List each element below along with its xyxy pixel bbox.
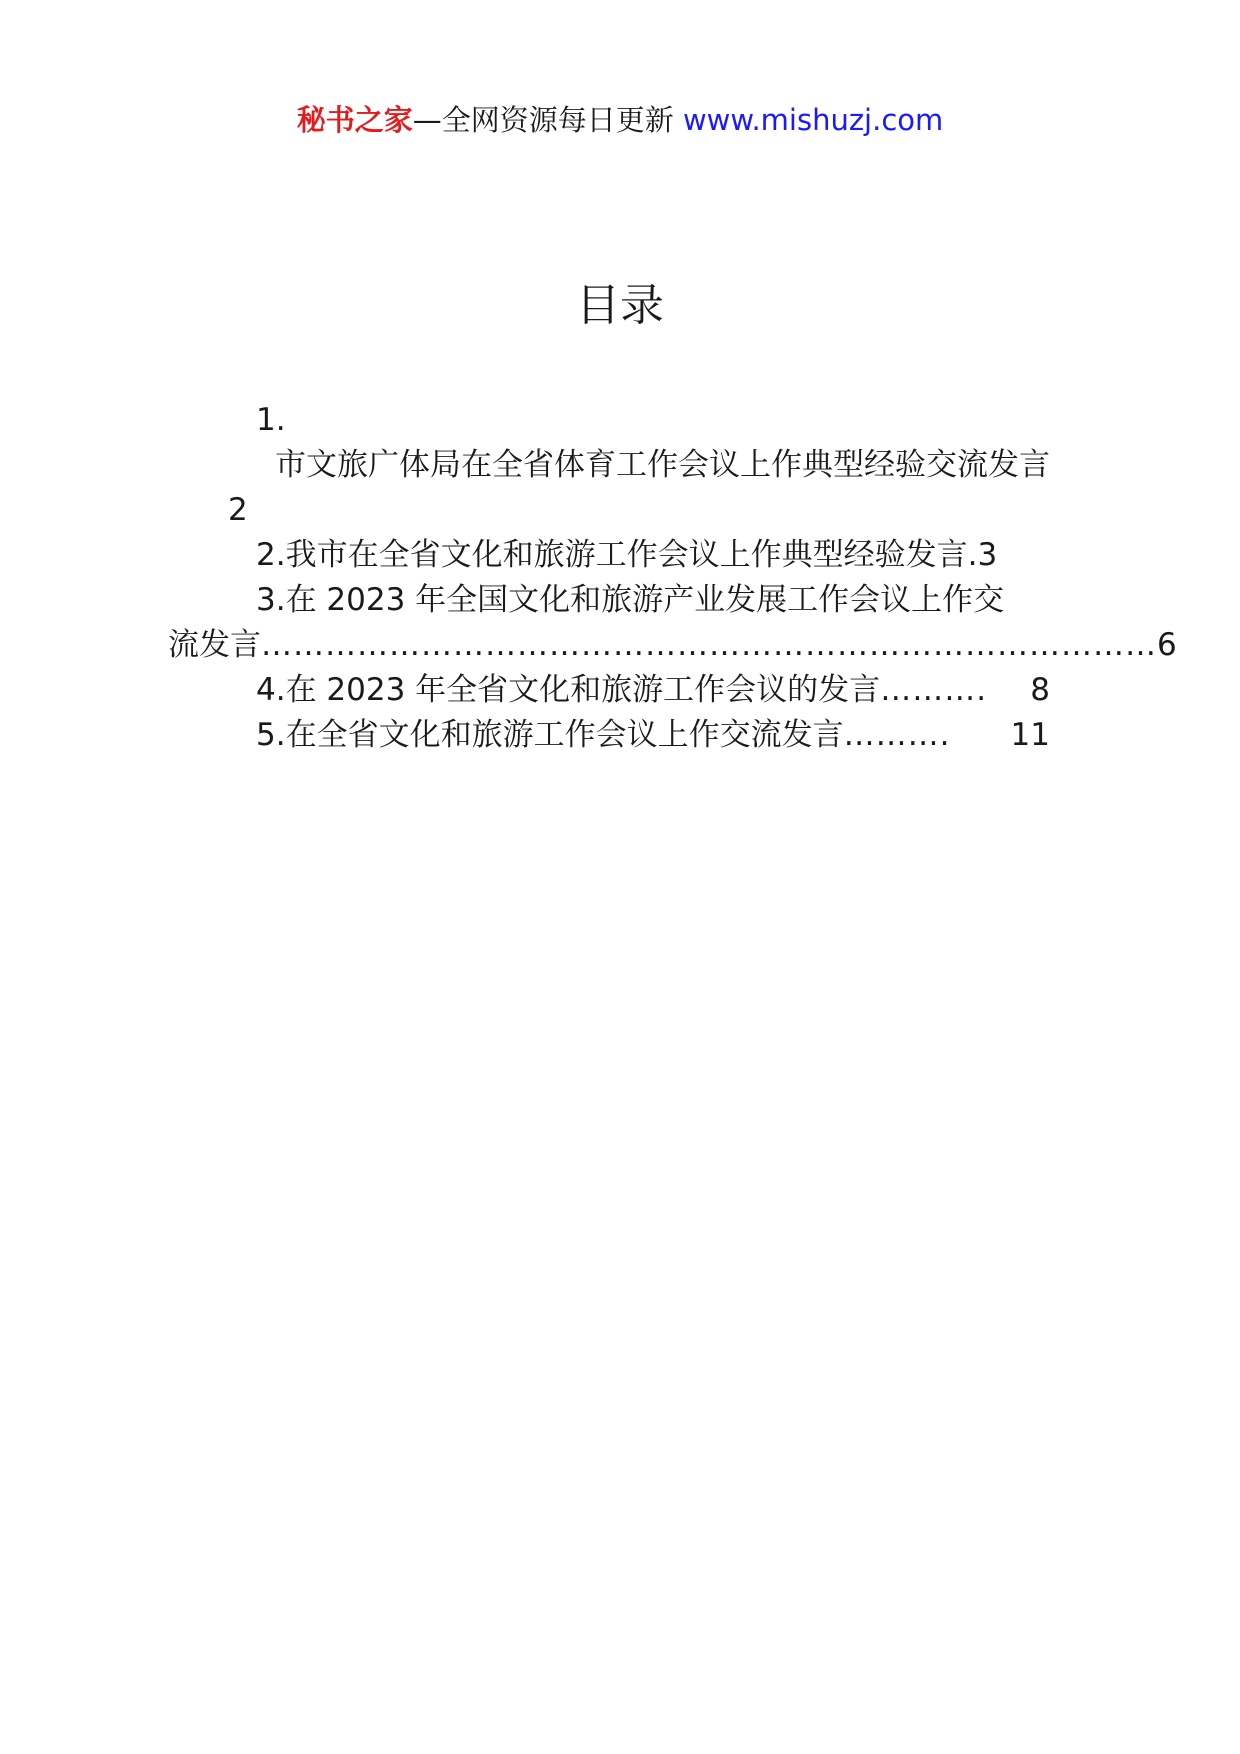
header-tagline: —全网资源每日更新 (412, 103, 674, 137)
toc-entry-1-page: 2 (228, 492, 248, 528)
toc-entry-3-text-line1: 3.在 2023 年全国文化和旅游产业发展工作会议上作交 (256, 582, 1005, 618)
toc-entry-3-page: 6 (1157, 627, 1177, 663)
toc-entry-2-text: 2.我市在全省文化和旅游工作会议上作典型经验发言 (256, 537, 968, 573)
toc-entry-4-leader: ………. (880, 672, 988, 708)
table-of-contents (168, 398, 1177, 758)
site-header (0, 100, 1240, 140)
document-title: 目录 (576, 280, 664, 331)
brand-name: 秘书之家 (296, 103, 413, 137)
toc-entry-3-text-line2: 流发言 (168, 627, 261, 663)
toc-entry-3[interactable] (168, 578, 1177, 668)
toc-entry-5-page: 11 (1010, 717, 1050, 753)
toc-entry-5-leader: ………. (843, 717, 951, 753)
toc-entry-2-page: 3 (977, 537, 998, 573)
site-url-link[interactable]: www.mishuzj.com (682, 103, 944, 137)
toc-entry-5-text: 5.在全省文化和旅游工作会议上作交流发言 (256, 717, 844, 753)
toc-entry-1[interactable] (190, 398, 1050, 533)
toc-entry-1-text: 市文旅广体局在全省体育工作会议上作典型经验交流发言 (275, 447, 1050, 483)
toc-entry-5[interactable] (190, 713, 1050, 758)
toc-entry-1-number: 1. (256, 402, 286, 438)
toc-entry-4-text: 4.在 2023 年全省文化和旅游工作会议的发言 (256, 672, 881, 708)
toc-entry-3-leader: ………………………………………………………………………… (261, 627, 1157, 663)
toc-entry-4[interactable] (190, 668, 1050, 713)
toc-entry-2-leader: . (967, 537, 978, 573)
toc-entry-4-page: 8 (1030, 672, 1050, 708)
toc-entry-2[interactable] (190, 533, 1050, 578)
